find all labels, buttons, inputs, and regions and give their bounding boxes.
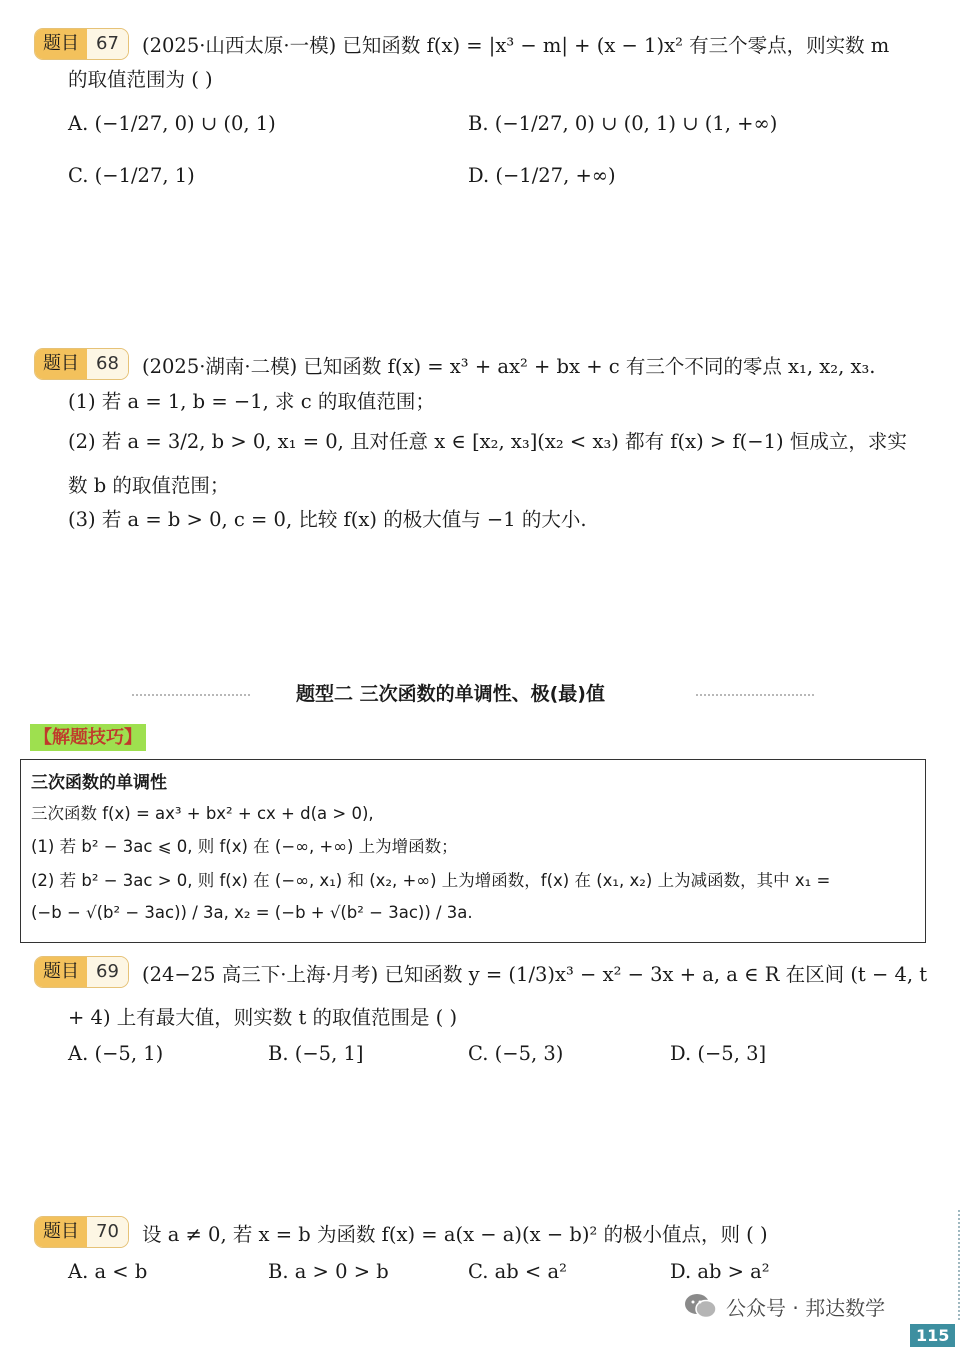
problem-67-badge — [34, 28, 129, 60]
watermark-text: 公众号 · 邦达数学 — [726, 1296, 886, 1320]
problem-label: 题目 — [35, 29, 87, 59]
problem-number: 68 — [87, 349, 128, 379]
divider-right — [696, 694, 814, 696]
tips-label: 【解题技巧】 — [30, 724, 146, 751]
problem-70-option-d[interactable]: D. ab > a² — [670, 1260, 770, 1283]
wechat-icon — [684, 1292, 718, 1320]
problem-69-badge — [34, 956, 129, 988]
tip-box-line1: 三次函数 f(x) = ax³ + bx² + cx + d(a > 0), — [31, 804, 374, 823]
tip-box-title: 三次函数的单调性 — [31, 773, 167, 793]
problem-69-option-a[interactable]: A. (−5, 1) — [68, 1042, 164, 1065]
problem-69-stem-line2: + 4) 上有最大值，则实数 t 的取值范围是 ( ) — [68, 1006, 458, 1029]
problem-67-stem-line2: 的取值范围为 ( ) — [68, 68, 213, 91]
problem-label: 题目 — [35, 1217, 87, 1247]
problem-67-option-b[interactable]: B. (−1/27, 0) ∪ (0, 1) ∪ (1, +∞) — [468, 112, 778, 135]
problem-70-option-b[interactable]: B. a > 0 > b — [268, 1260, 389, 1283]
problem-68-stem-line1: (2025·湖南·二模) 已知函数 f(x) = x³ + ax² + bx + c 有三个不同的零点 x₁, x₂, x₃. — [142, 355, 876, 378]
tip-box-line3: (2) 若 b² − 3ac > 0, 则 f(x) 在 (−∞, x₁) 和 (x₂, +∞) 上为增函数，f(x) 在 (x₁, x₂) 上为减函数，其中 x₁ = — [31, 871, 831, 890]
problem-69-stem-line1: (24−25 高三下·上海·月考) 已知函数 y = (1/3)x³ − x² − 3x + a, a ∈ R 在区间 (t − 4, t — [142, 963, 928, 986]
problem-number: 67 — [87, 29, 128, 59]
problem-68-part2: (2) 若 a = 3/2, b > 0, x₁ = 0, 且对任意 x ∈ [x₂, x₃](x₂ < x₃) 都有 f(x) > f(−1) 恒成立，求实 — [68, 430, 907, 453]
problem-number: 69 — [87, 957, 128, 987]
divider-left — [132, 694, 250, 696]
tip-box-line4: (−b − √(b² − 3ac)) / 3a, x₂ = (−b + √(b² − 3ac)) / 3a. — [31, 903, 473, 922]
problem-70-option-c[interactable]: C. ab < a² — [468, 1260, 567, 1283]
problem-label: 题目 — [35, 349, 87, 379]
problem-68-part3: (3) 若 a = b > 0, c = 0, 比较 f(x) 的极大值与 −1 的大小. — [68, 508, 587, 531]
page-number: 115 — [910, 1324, 955, 1347]
problem-70-badge — [34, 1216, 129, 1248]
tip-box — [20, 759, 926, 943]
problem-67-option-d[interactable]: D. (−1/27, +∞) — [468, 164, 616, 187]
problem-number: 70 — [87, 1217, 128, 1247]
problem-68-badge — [34, 348, 129, 380]
tip-box-line2: (1) 若 b² − 3ac ⩽ 0, 则 f(x) 在 (−∞, +∞) 上为增函数； — [31, 837, 458, 856]
section-title: 题型二 三次函数的单调性、极(最)值 — [296, 683, 605, 705]
problem-70-option-a[interactable]: A. a < b — [68, 1260, 148, 1283]
problem-label: 题目 — [35, 957, 87, 987]
problem-67-stem-line1: (2025·山西太原·一模) 已知函数 f(x) = |x³ − m| + (x − 1)x² 有三个零点，则实数 m — [142, 34, 890, 57]
problem-69-option-c[interactable]: C. (−5, 3) — [468, 1042, 564, 1065]
problem-69-option-b[interactable]: B. (−5, 1] — [268, 1042, 364, 1065]
problem-68-part2-cont: 数 b 的取值范围； — [68, 474, 230, 497]
side-divider — [958, 1210, 960, 1320]
problem-67-option-c[interactable]: C. (−1/27, 1) — [68, 164, 195, 187]
problem-69-option-d[interactable]: D. (−5, 3] — [670, 1042, 767, 1065]
problem-70-stem: 设 a ≠ 0, 若 x = b 为函数 f(x) = a(x − a)(x − b)² 的极小值点，则 ( ) — [142, 1223, 768, 1246]
problem-67-option-a[interactable]: A. (−1/27, 0) ∪ (0, 1) — [68, 112, 276, 135]
problem-68-part1: (1) 若 a = 1, b = −1, 求 c 的取值范围； — [68, 390, 435, 413]
